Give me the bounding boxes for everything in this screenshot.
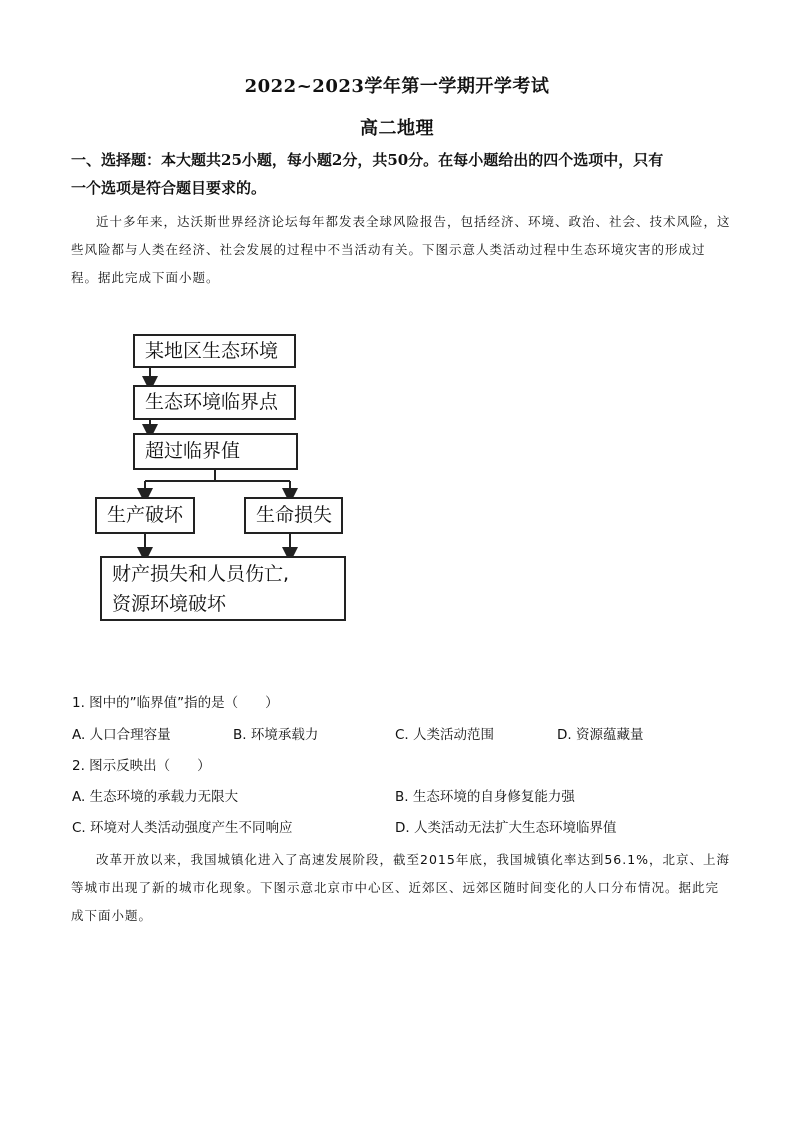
question-1-option-b: B. 环境承载力 <box>233 727 319 743</box>
passage-1: 近十多年来，达沃斯世界经济论坛每年都发表全球风险报告，包括经济、环境、政治、社会、技术风险，这些风险都与人类在经济、社会发展的过程中不当活动有关。下图示意人类活动过程中生态环境灾害的形成过程。据此完成下面小题。 <box>71 214 731 285</box>
question-1-option-a: A. 人口合理容量 <box>72 727 171 743</box>
section-heading-line1: 一、选择题：本大题共25小题，每小题2分，共50分。在每小题给出的四个选项中，只有 <box>71 151 664 169</box>
question-2-option-d: D. 人类活动无法扩大生态环境临界值 <box>395 820 617 836</box>
question-2-option-b: B. 生态环境的自身修复能力强 <box>395 789 575 805</box>
question-2-option-c: C. 环境对人类活动强度产生不同响应 <box>72 820 293 836</box>
question-1-stem: 1. 图中的”临界值”指的是（ ） <box>72 695 279 711</box>
flow-box-exceed-threshold: 超过临界值 <box>133 433 298 470</box>
flow-box-result-line2: 资源环境破坏 <box>112 593 227 615</box>
flow-box-result <box>100 556 346 621</box>
passage-2: 改革开放以来，我国城镇化进入了高速发展阶段，截至2015年底，我国城镇化率达到56.1%，北京、上海等城市出现了新的城市化现象。下图示意北京市中心区、近郊区、远郊区随时间变化的人口分布情况。据此完成下面小题。 <box>71 852 731 923</box>
question-1-option-d: D. 资源蕴藏量 <box>557 727 644 743</box>
question-1-option-c: C. 人类活动范围 <box>395 727 495 743</box>
section-heading-line2: 一个选项是符合题目要求的。 <box>71 179 267 197</box>
flow-box-production-damage: 生产破坏 <box>95 497 195 534</box>
subject-title: 高二地理 <box>360 118 434 139</box>
flow-box-result-line1: 财产损失和人员伤亡, <box>112 563 290 585</box>
flow-box-ecology: 某地区生态环境 <box>133 334 296 368</box>
flow-box-threshold-point: 生态环境临界点 <box>133 385 296 420</box>
question-2-option-a: A. 生态环境的承载力无限大 <box>72 789 239 805</box>
question-2-stem: 2. 图示反映出（ ） <box>72 758 211 774</box>
exam-title: 2022~2023学年第一学期开学考试 <box>244 76 550 97</box>
flow-box-life-loss: 生命损失 <box>244 497 343 534</box>
